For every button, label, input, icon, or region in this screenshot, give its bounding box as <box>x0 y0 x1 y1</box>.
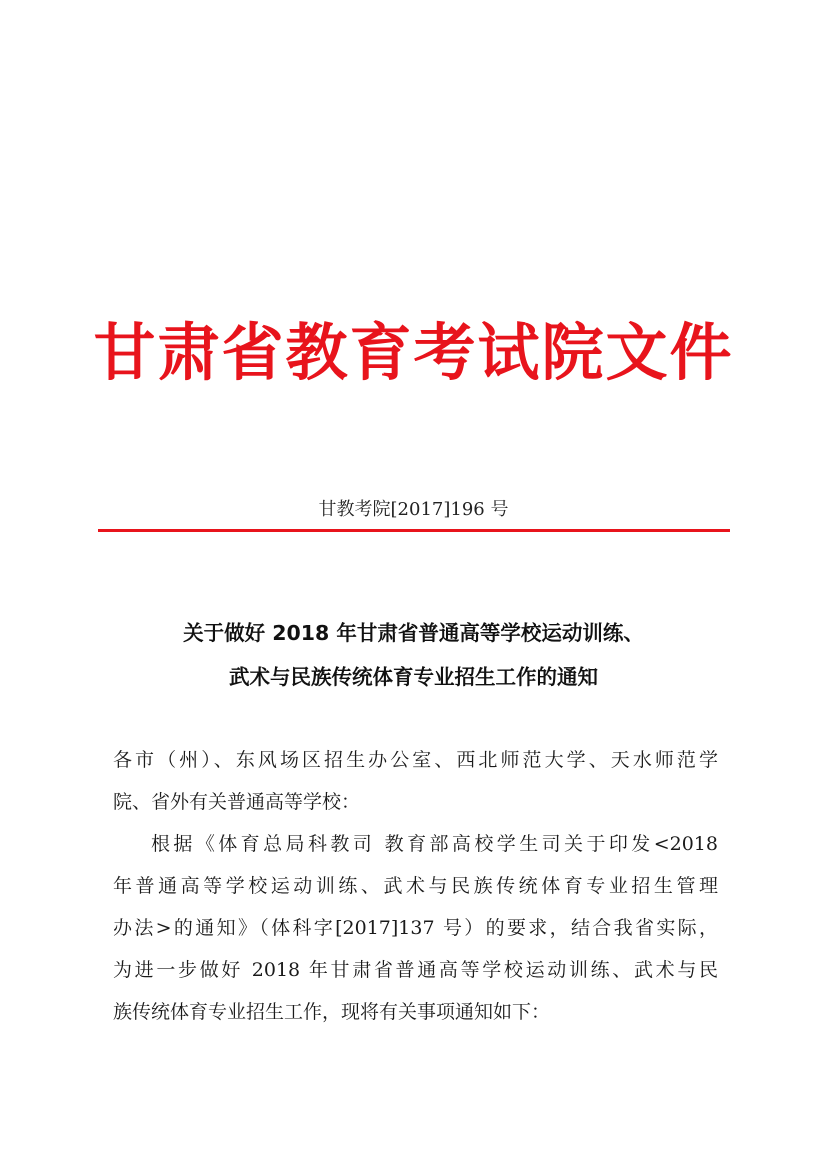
document-number: 甘教考院[2017]196 号 <box>318 499 509 520</box>
paragraph-line-5: 族传统体育专业招生工作，现将有关事项通知如下： <box>113 1001 551 1023</box>
salutation-line-2: 院、省外有关普通高等学校： <box>113 791 361 813</box>
notice-title-line-1: 关于做好 2018 年甘肃省普通高等学校运动训练、 <box>183 621 644 645</box>
paragraph-line-2: 年普通高等学校运动训练、武术与民族传统体育专业招生管理 <box>113 875 718 897</box>
org-header-title: 甘肃省教育考试院文件 <box>93 316 734 389</box>
red-divider-line <box>98 529 730 532</box>
paragraph-line-4: 为进一步做好 2018 年甘肃省普通高等学校运动训练、武术与民 <box>113 959 718 981</box>
paragraph-line-3: 办法>的通知》（体科字[2017]137 号）的要求，结合我省实际， <box>113 917 718 939</box>
notice-title-line-2: 武术与民族传统体育专业招生工作的通知 <box>229 665 598 689</box>
salutation-line-1: 各市（州）、东风场区招生办公室、西北师范大学、天水师范学 <box>113 749 718 771</box>
paragraph-line-1: 根据《体育总局科教司 教育部高校学生司关于印发<2018 <box>151 833 718 855</box>
